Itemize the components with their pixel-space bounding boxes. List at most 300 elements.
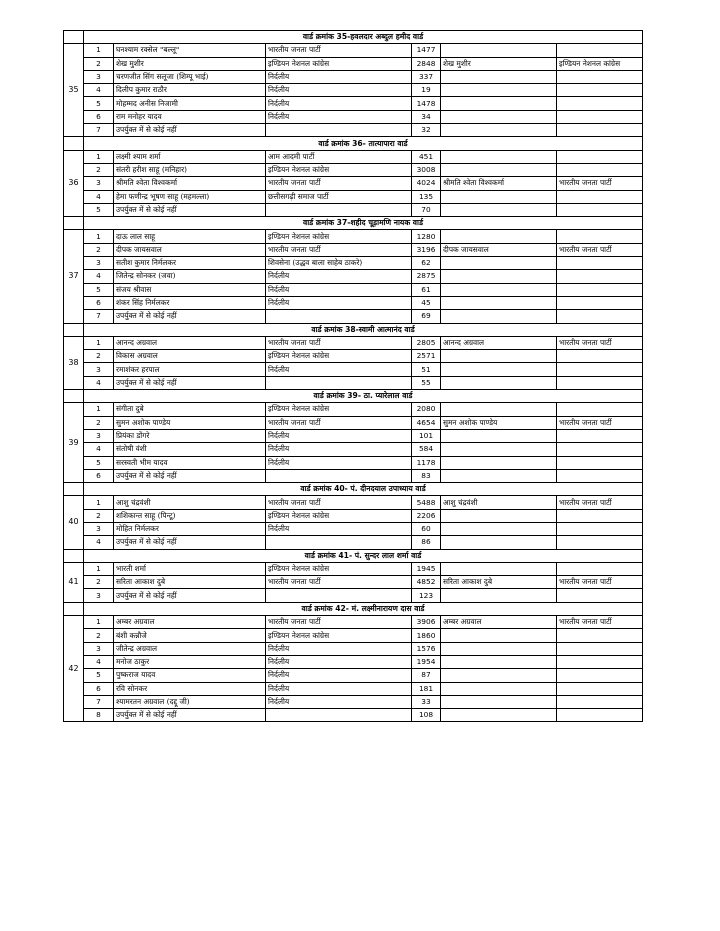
table-row bbox=[64, 57, 643, 70]
party-name: निर्दलीय bbox=[266, 669, 412, 682]
table-row bbox=[64, 376, 643, 389]
ward-header-blank-cell bbox=[64, 549, 84, 562]
winner-party bbox=[557, 536, 643, 549]
table-row bbox=[64, 443, 643, 456]
table-row bbox=[64, 562, 643, 575]
vote-count: 3196 bbox=[412, 243, 441, 256]
serial-number: 3 bbox=[84, 429, 114, 442]
serial-number: 1 bbox=[84, 403, 114, 416]
party-name: निर्दलीय bbox=[266, 522, 412, 535]
vote-count: 3906 bbox=[412, 616, 441, 629]
table-row bbox=[64, 296, 643, 309]
party-name: शिवसेना (उद्धव बाला साहेब ठाकरे) bbox=[266, 257, 412, 270]
table-row bbox=[64, 403, 643, 416]
winner-name bbox=[441, 429, 557, 442]
winner-name: सरिता आकाश दुबे bbox=[441, 576, 557, 589]
winner-party bbox=[557, 84, 643, 97]
party-name: निर्दलीय bbox=[266, 655, 412, 668]
table-row bbox=[64, 695, 643, 708]
table-row bbox=[64, 536, 643, 549]
winner-party: भारतीय जनता पार्टी bbox=[557, 177, 643, 190]
table-row bbox=[64, 257, 643, 270]
winner-name bbox=[441, 230, 557, 243]
candidate-name: श्यामरतन अग्रवाल (दद्दू जी) bbox=[114, 695, 266, 708]
vote-count: 1477 bbox=[412, 44, 441, 57]
vote-count: 108 bbox=[412, 709, 441, 722]
winner-name bbox=[441, 257, 557, 270]
winner-party: भारतीय जनता पार्टी bbox=[557, 336, 643, 349]
party-name: निर्दलीय bbox=[266, 682, 412, 695]
party-name: इण्डियन नेशनल कांग्रेस bbox=[266, 562, 412, 575]
serial-number: 3 bbox=[84, 642, 114, 655]
winner-name bbox=[441, 642, 557, 655]
party-name: भारतीय जनता पार्टी bbox=[266, 616, 412, 629]
serial-number: 4 bbox=[84, 536, 114, 549]
candidate-name: दीपक जायसवाल bbox=[114, 243, 266, 256]
party-name: इण्डियन नेशनल कांग्रेस bbox=[266, 629, 412, 642]
party-name: निर्दलीय bbox=[266, 97, 412, 110]
winner-party bbox=[557, 283, 643, 296]
party-name bbox=[266, 469, 412, 482]
vote-count: 86 bbox=[412, 536, 441, 549]
winner-party bbox=[557, 310, 643, 323]
winner-party bbox=[557, 629, 643, 642]
vote-count: 61 bbox=[412, 283, 441, 296]
party-name: भारतीय जनता पार्टी bbox=[266, 336, 412, 349]
candidate-name: रवि सोनकर bbox=[114, 682, 266, 695]
candidate-name: श्रीमति श्वेता विश्वकर्मा bbox=[114, 177, 266, 190]
candidate-name: संगीता दुबे bbox=[114, 403, 266, 416]
table-row bbox=[64, 70, 643, 83]
serial-number: 5 bbox=[84, 456, 114, 469]
serial-number: 2 bbox=[84, 576, 114, 589]
winner-party bbox=[557, 363, 643, 376]
table-row bbox=[64, 336, 643, 349]
party-name: निर्दलीय bbox=[266, 84, 412, 97]
party-name bbox=[266, 709, 412, 722]
winner-name bbox=[441, 124, 557, 137]
party-name bbox=[266, 376, 412, 389]
serial-number: 4 bbox=[84, 84, 114, 97]
serial-number: 3 bbox=[84, 522, 114, 535]
table-row bbox=[64, 456, 643, 469]
vote-count: 1576 bbox=[412, 642, 441, 655]
vote-count: 69 bbox=[412, 310, 441, 323]
winner-name bbox=[441, 84, 557, 97]
candidate-name: उपर्युक्त में से कोई नहीं bbox=[114, 589, 266, 602]
ward-header-row bbox=[64, 549, 643, 562]
ward-header-blank-cell bbox=[64, 483, 84, 496]
table-row bbox=[64, 150, 643, 163]
table-row bbox=[64, 97, 643, 110]
vote-count: 55 bbox=[412, 376, 441, 389]
vote-count: 2805 bbox=[412, 336, 441, 349]
party-name: इण्डियन नेशनल कांग्रेस bbox=[266, 509, 412, 522]
serial-number: 2 bbox=[84, 629, 114, 642]
winner-name bbox=[441, 522, 557, 535]
party-name: छत्तीसगढ़ी समाज पार्टी bbox=[266, 190, 412, 203]
winner-party: इण्डियन नेशनल कांग्रेस bbox=[557, 57, 643, 70]
winner-party bbox=[557, 44, 643, 57]
party-name: भारतीय जनता पार्टी bbox=[266, 576, 412, 589]
winner-name bbox=[441, 44, 557, 57]
party-name: भारतीय जनता पार्टी bbox=[266, 496, 412, 509]
table-row bbox=[64, 682, 643, 695]
winner-name: श्रीमति श्वेता विश्वकर्मा bbox=[441, 177, 557, 190]
serial-number: 2 bbox=[84, 350, 114, 363]
winner-name bbox=[441, 709, 557, 722]
winner-party bbox=[557, 230, 643, 243]
candidate-name: दाऊ लाल साहू bbox=[114, 230, 266, 243]
winner-party bbox=[557, 376, 643, 389]
table-row bbox=[64, 616, 643, 629]
winner-name bbox=[441, 629, 557, 642]
serial-number: 1 bbox=[84, 562, 114, 575]
party-name bbox=[266, 310, 412, 323]
serial-number: 3 bbox=[84, 363, 114, 376]
winner-party bbox=[557, 456, 643, 469]
vote-count: 70 bbox=[412, 203, 441, 216]
vote-count: 2206 bbox=[412, 509, 441, 522]
ward-number: 42 bbox=[64, 616, 84, 722]
winner-party bbox=[557, 589, 643, 602]
winner-party bbox=[557, 150, 643, 163]
candidate-name: सतीश कुमार निर्मलकर bbox=[114, 257, 266, 270]
winner-party bbox=[557, 642, 643, 655]
winner-party bbox=[557, 429, 643, 442]
winner-name bbox=[441, 163, 557, 176]
party-name: इण्डियन नेशनल कांग्रेस bbox=[266, 163, 412, 176]
vote-count: 33 bbox=[412, 695, 441, 708]
candidate-name: घनश्याम रक्सेल "बल्लू" bbox=[114, 44, 266, 57]
party-name: आम आदमी पार्टी bbox=[266, 150, 412, 163]
ward-number: 41 bbox=[64, 562, 84, 602]
winner-party bbox=[557, 562, 643, 575]
winner-name bbox=[441, 363, 557, 376]
serial-number: 5 bbox=[84, 283, 114, 296]
vote-count: 60 bbox=[412, 522, 441, 535]
vote-count: 1478 bbox=[412, 97, 441, 110]
winner-party bbox=[557, 669, 643, 682]
winner-name bbox=[441, 695, 557, 708]
winner-party bbox=[557, 203, 643, 216]
ward-number: 40 bbox=[64, 496, 84, 549]
winner-party: भारतीय जनता पार्टी bbox=[557, 416, 643, 429]
winner-name bbox=[441, 283, 557, 296]
serial-number: 7 bbox=[84, 695, 114, 708]
serial-number: 1 bbox=[84, 150, 114, 163]
vote-count: 2571 bbox=[412, 350, 441, 363]
winner-party bbox=[557, 655, 643, 668]
ward-header-blank-cell bbox=[64, 602, 84, 615]
winner-name bbox=[441, 110, 557, 123]
winner-party: भारतीय जनता पार्टी bbox=[557, 243, 643, 256]
serial-number: 3 bbox=[84, 177, 114, 190]
party-name: निर्दलीय bbox=[266, 429, 412, 442]
table-row bbox=[64, 589, 643, 602]
winner-name bbox=[441, 376, 557, 389]
table-row bbox=[64, 655, 643, 668]
serial-number: 1 bbox=[84, 230, 114, 243]
ward-header-row bbox=[64, 137, 643, 150]
candidate-name: लक्ष्मी श्याम शर्मा bbox=[114, 150, 266, 163]
vote-count: 1954 bbox=[412, 655, 441, 668]
candidate-name: विकास अग्रवाल bbox=[114, 350, 266, 363]
winner-name bbox=[441, 589, 557, 602]
winner-name: शेख मुशीर bbox=[441, 57, 557, 70]
party-name bbox=[266, 536, 412, 549]
table-row bbox=[64, 44, 643, 57]
candidate-name: सुमन अशोक पाण्डेय bbox=[114, 416, 266, 429]
vote-count: 87 bbox=[412, 669, 441, 682]
winner-name bbox=[441, 403, 557, 416]
candidate-name: बंशी कन्नौजे bbox=[114, 629, 266, 642]
ward-header-title: वार्ड क्रमांक 41- पं. सुन्दर लाल शर्मा वार्ड bbox=[84, 549, 643, 562]
vote-count: 83 bbox=[412, 469, 441, 482]
party-name: निर्दलीय bbox=[266, 270, 412, 283]
table-row bbox=[64, 496, 643, 509]
vote-count: 4024 bbox=[412, 177, 441, 190]
election-results-table bbox=[63, 30, 643, 722]
ward-header-blank-cell bbox=[64, 323, 84, 336]
ward-header-row bbox=[64, 323, 643, 336]
ward-header-title: वार्ड क्रमांक 39- ठा. प्यारेलाल वार्ड bbox=[84, 390, 643, 403]
winner-party bbox=[557, 682, 643, 695]
winner-party bbox=[557, 709, 643, 722]
candidate-name: जितेन्द्र सोनकर (जवा) bbox=[114, 270, 266, 283]
serial-number: 7 bbox=[84, 124, 114, 137]
table-row bbox=[64, 243, 643, 256]
vote-count: 101 bbox=[412, 429, 441, 442]
vote-count: 135 bbox=[412, 190, 441, 203]
vote-count: 1860 bbox=[412, 629, 441, 642]
vote-count: 4852 bbox=[412, 576, 441, 589]
candidate-name: जीतेन्द्र अग्रवाल bbox=[114, 642, 266, 655]
ward-header-blank-cell bbox=[64, 390, 84, 403]
winner-name bbox=[441, 203, 557, 216]
winner-party bbox=[557, 110, 643, 123]
ward-header-blank-cell bbox=[64, 137, 84, 150]
candidate-name: अम्बर अग्रवाल bbox=[114, 616, 266, 629]
party-name: इण्डियन नेशनल कांग्रेस bbox=[266, 350, 412, 363]
serial-number: 3 bbox=[84, 589, 114, 602]
vote-count: 1178 bbox=[412, 456, 441, 469]
serial-number: 6 bbox=[84, 469, 114, 482]
table-row bbox=[64, 110, 643, 123]
ward-number: 39 bbox=[64, 403, 84, 483]
ward-number: 38 bbox=[64, 336, 84, 389]
vote-count: 337 bbox=[412, 70, 441, 83]
party-name bbox=[266, 124, 412, 137]
candidate-name: शेख मुशीर bbox=[114, 57, 266, 70]
table-row bbox=[64, 230, 643, 243]
table-row bbox=[64, 270, 643, 283]
ward-number: 36 bbox=[64, 150, 84, 216]
ward-number: 35 bbox=[64, 44, 84, 137]
candidate-name: आशु चंद्रवंशी bbox=[114, 496, 266, 509]
winner-name bbox=[441, 669, 557, 682]
winner-name bbox=[441, 350, 557, 363]
vote-count: 181 bbox=[412, 682, 441, 695]
party-name: निर्दलीय bbox=[266, 456, 412, 469]
winner-name: आशु चंद्रवंशी bbox=[441, 496, 557, 509]
party-name: भारतीय जनता पार्टी bbox=[266, 416, 412, 429]
candidate-name: सरस्वती भीम यादव bbox=[114, 456, 266, 469]
party-name: इण्डियन नेशनल कांग्रेस bbox=[266, 57, 412, 70]
party-name: निर्दलीय bbox=[266, 70, 412, 83]
vote-count: 45 bbox=[412, 296, 441, 309]
ward-header-row bbox=[64, 31, 643, 44]
candidate-name: उपर्युक्त में से कोई नहीं bbox=[114, 310, 266, 323]
vote-count: 123 bbox=[412, 589, 441, 602]
party-name: निर्दलीय bbox=[266, 363, 412, 376]
ward-header-title: वार्ड क्रमांक 42- मं. लक्ष्मीनारायण दास वार्ड bbox=[84, 602, 643, 615]
ward-header-title: वार्ड क्रमांक 37-शहीद चूड़ामणि नायक वार्ड bbox=[84, 217, 643, 230]
serial-number: 3 bbox=[84, 257, 114, 270]
serial-number: 6 bbox=[84, 682, 114, 695]
ward-header-title: वार्ड क्रमांक 38-स्वामी आत्मानंद वार्ड bbox=[84, 323, 643, 336]
candidate-name: संतोषी वंशी bbox=[114, 443, 266, 456]
winner-name bbox=[441, 443, 557, 456]
party-name: निर्दलीय bbox=[266, 695, 412, 708]
ward-number: 37 bbox=[64, 230, 84, 323]
serial-number: 5 bbox=[84, 669, 114, 682]
party-name: निर्दलीय bbox=[266, 110, 412, 123]
party-name: इण्डियन नेशनल कांग्रेस bbox=[266, 230, 412, 243]
candidate-name: उपर्युक्त में से कोई नहीं bbox=[114, 709, 266, 722]
vote-count: 1945 bbox=[412, 562, 441, 575]
winner-party bbox=[557, 350, 643, 363]
candidate-name: शंकर सिंह निर्मलकर bbox=[114, 296, 266, 309]
candidate-name: सरिता आकाश दुबे bbox=[114, 576, 266, 589]
table-row bbox=[64, 203, 643, 216]
serial-number: 1 bbox=[84, 44, 114, 57]
serial-number: 4 bbox=[84, 443, 114, 456]
candidate-name: संजय श्रीवास bbox=[114, 283, 266, 296]
winner-party bbox=[557, 97, 643, 110]
winner-name bbox=[441, 682, 557, 695]
serial-number: 5 bbox=[84, 203, 114, 216]
candidate-name: राम मनोहर यादव bbox=[114, 110, 266, 123]
serial-number: 1 bbox=[84, 496, 114, 509]
vote-count: 34 bbox=[412, 110, 441, 123]
ward-header-blank-cell bbox=[64, 217, 84, 230]
winner-party: भारतीय जनता पार्टी bbox=[557, 576, 643, 589]
serial-number: 8 bbox=[84, 709, 114, 722]
party-name: भारतीय जनता पार्टी bbox=[266, 177, 412, 190]
ward-header-blank-cell bbox=[64, 31, 84, 44]
winner-party bbox=[557, 509, 643, 522]
winner-name bbox=[441, 562, 557, 575]
candidate-name: हेमा फणीन्द्र भूषण साहू (महमल्ला) bbox=[114, 190, 266, 203]
table-row bbox=[64, 177, 643, 190]
vote-count: 51 bbox=[412, 363, 441, 376]
candidate-name: दिलीप कुमार राठौर bbox=[114, 84, 266, 97]
serial-number: 2 bbox=[84, 509, 114, 522]
candidate-name: उपर्युक्त में से कोई नहीं bbox=[114, 124, 266, 137]
serial-number: 4 bbox=[84, 655, 114, 668]
winner-name bbox=[441, 509, 557, 522]
table-row bbox=[64, 522, 643, 535]
serial-number: 6 bbox=[84, 296, 114, 309]
vote-count: 1280 bbox=[412, 230, 441, 243]
candidate-name: शशिकान्त साहू (पिन्टू) bbox=[114, 509, 266, 522]
serial-number: 7 bbox=[84, 310, 114, 323]
vote-count: 4654 bbox=[412, 416, 441, 429]
table-row bbox=[64, 469, 643, 482]
winner-name: दीपक जायसवाल bbox=[441, 243, 557, 256]
winner-party bbox=[557, 403, 643, 416]
serial-number: 6 bbox=[84, 110, 114, 123]
serial-number: 2 bbox=[84, 57, 114, 70]
candidate-name: चरणजीत सिंग सलूजा (शिम्पू भाई) bbox=[114, 70, 266, 83]
winner-name: सुमन अशोक पाण्डेय bbox=[441, 416, 557, 429]
winner-name bbox=[441, 70, 557, 83]
table-row bbox=[64, 509, 643, 522]
ward-header-title: वार्ड क्रमांक 36- तात्यापारा वार्ड bbox=[84, 137, 643, 150]
serial-number: 4 bbox=[84, 376, 114, 389]
vote-count: 5488 bbox=[412, 496, 441, 509]
serial-number: 2 bbox=[84, 243, 114, 256]
vote-count: 584 bbox=[412, 443, 441, 456]
candidate-name: मोहम्मद अनीस निजामी bbox=[114, 97, 266, 110]
candidate-name: पुष्कराज यादव bbox=[114, 669, 266, 682]
serial-number: 5 bbox=[84, 97, 114, 110]
table-row bbox=[64, 669, 643, 682]
candidate-name: मनोज ठाकुर bbox=[114, 655, 266, 668]
table-row bbox=[64, 642, 643, 655]
table-row bbox=[64, 709, 643, 722]
vote-count: 19 bbox=[412, 84, 441, 97]
winner-name bbox=[441, 190, 557, 203]
winner-party bbox=[557, 190, 643, 203]
vote-count: 451 bbox=[412, 150, 441, 163]
winner-party: भारतीय जनता पार्टी bbox=[557, 496, 643, 509]
table-row bbox=[64, 363, 643, 376]
table-row bbox=[64, 629, 643, 642]
table-row bbox=[64, 124, 643, 137]
winner-party bbox=[557, 124, 643, 137]
vote-count: 3008 bbox=[412, 163, 441, 176]
serial-number: 1 bbox=[84, 336, 114, 349]
table-row bbox=[64, 163, 643, 176]
winner-name bbox=[441, 655, 557, 668]
ward-header-row bbox=[64, 483, 643, 496]
serial-number: 1 bbox=[84, 616, 114, 629]
party-name: निर्दलीय bbox=[266, 283, 412, 296]
winner-party: भारतीय जनता पार्टी bbox=[557, 616, 643, 629]
serial-number: 4 bbox=[84, 190, 114, 203]
winner-name bbox=[441, 469, 557, 482]
vote-count: 62 bbox=[412, 257, 441, 270]
winner-party bbox=[557, 257, 643, 270]
candidate-name: संतरी हरीश साहू (मनिहार) bbox=[114, 163, 266, 176]
table-row bbox=[64, 190, 643, 203]
ward-header-title: वार्ड क्रमांक 35-हवलदार अब्दुल हमीद वार्ड bbox=[84, 31, 643, 44]
candidate-name: आनन्द अग्रवाल bbox=[114, 336, 266, 349]
candidate-name: उपर्युक्त में से कोई नहीं bbox=[114, 376, 266, 389]
party-name: निर्दलीय bbox=[266, 642, 412, 655]
party-name: भारतीय जनता पार्टी bbox=[266, 44, 412, 57]
table-row bbox=[64, 283, 643, 296]
vote-count: 2848 bbox=[412, 57, 441, 70]
table-row bbox=[64, 310, 643, 323]
winner-name bbox=[441, 310, 557, 323]
candidate-name: रमाशंकर हरपाल bbox=[114, 363, 266, 376]
winner-party bbox=[557, 469, 643, 482]
winner-name bbox=[441, 456, 557, 469]
serial-number: 2 bbox=[84, 416, 114, 429]
